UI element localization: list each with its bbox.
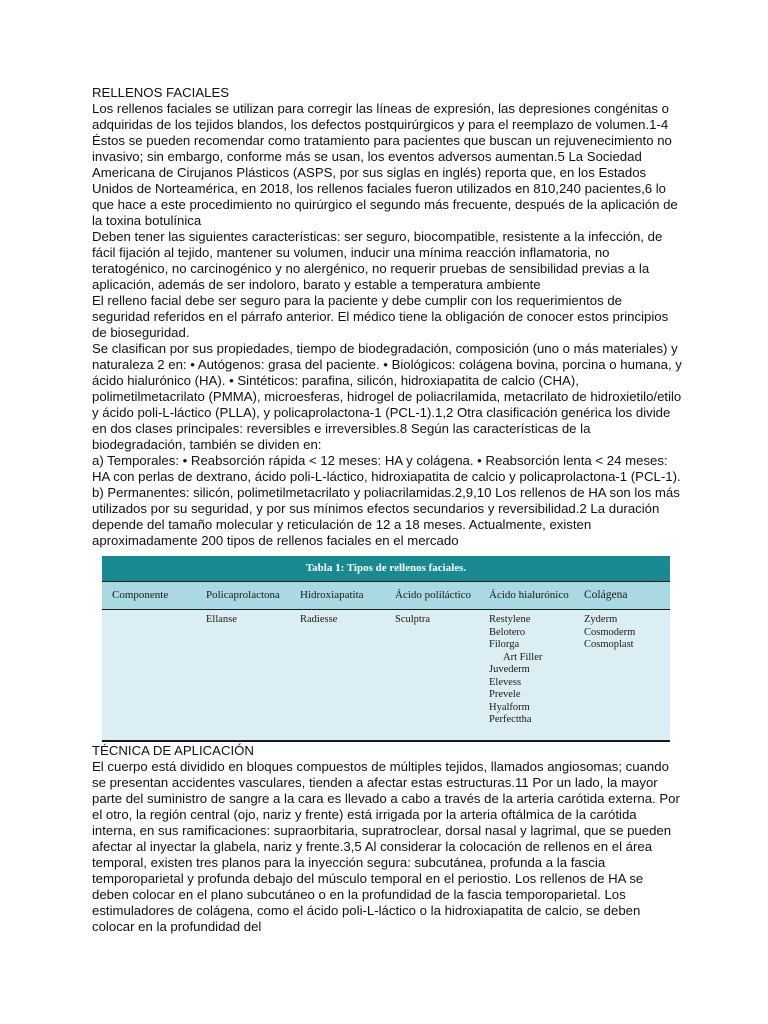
paragraph: Se clasifican por sus propiedades, tiempo de biodegradación, composición (uno o más materiales) y naturaleza 2 en: • Autógenos: grasa del paciente. • Biológicos: colágena bovina, porcina o humana, y ácido hialurónico (HA). • Sintéticos: parafina, silicón, hidroxiapatita de calcio (CHA), polimetilmetacrilato (PMMA), microesferas, hidrogel de poliacrilamida, metacrilato de hidroxietilo/etilo y ácido poli-L-láctico (PLLA), y policaprolactona-1 (PCL-1).1,2 Otra clasificación genérica los divide en dos clases principales: reversibles e irreversibles.8 Según las características de la biodegradación, también se dividen en: <box>92 341 682 452</box>
table-cell: Ellanse <box>206 614 237 625</box>
table-cell: Art Filler <box>503 651 543 663</box>
table-header-cell: Policaprolactona <box>206 589 280 601</box>
table-cell: Juvederm <box>489 664 530 675</box>
table-column-hidroxiapatita <box>300 614 337 627</box>
table-cell: Belotero <box>489 626 526 638</box>
table-column-acido-polilactico <box>395 614 430 627</box>
table-cell: Radiesse <box>300 614 338 625</box>
table-cell: Filorga <box>489 639 520 650</box>
table-header-cell: Colágena <box>584 589 628 601</box>
table-column-policaprolactona <box>206 614 237 627</box>
table-cell: Restylene <box>489 614 531 625</box>
paragraph: Los rellenos faciales se utilizan para corregir las líneas de expresión, las depresiones congénitas o adquiridas de los tejidos blandos, los defectos postquirúrgicos y para el reemplazo de volumen.1-4 Éstos se pueden recomendar como tratamiento para pacientes que buscan un rejuvenecimiento no invasivo; sin embargo, conforme más se usan, los eventos adversos aumentan.5 La Sociedad Americana de Cirujanos Plásticos (ASPS, por sus siglas en inglés) reporta que, en los Estados Unidos de Norteamérica, en 2018, los rellenos faciales fueron utilizados en 810,240 pacientes,6 lo que hace a este procedimiento no quirúrgico el segundo más frecuente, después de la aplicación de la toxina botulínica <box>92 101 678 228</box>
table-cell: Hyalform <box>489 701 530 713</box>
table-column-acido-hialuronico <box>489 614 542 727</box>
paragraph: El relleno facial debe ser seguro para la paciente y debe cumplir con los requerimientos de seguridad referidos en el párrafo anterior. El médico tiene la obligación de conocer estos principios de bioseguridad. <box>92 293 669 340</box>
table-column-colagena <box>584 614 635 652</box>
table-header-cell: Ácido hialurónico <box>489 589 569 601</box>
paragraph: Deben tener las siguientes características: ser seguro, biocompatible, resistente a la infección, de fácil fijación al tejido, mantener su volumen, inducir una mínima reacción inflamatoria, no teratogénico, no carcinogénico y no alergénico, no requerir pruebas de sensibilidad previas a la aplicación, además de ser indoloro, barato y estable a temperatura ambiente <box>92 229 663 292</box>
paragraph: a) Temporales: • Reabsorción rápida < 12 meses: HA y colágena. • Reabsorción lenta < 24 meses: HA con perlas de dextrano, ácido poli-L-láctico, hidroxiapatita de calcio y policaprolactona-1 (PCL-1). b) Permanentes: silicón, polimetilmetacrilato y poliacrilamidas.2,9,10 Los rellenos de HA son los más utilizados por su seguridad, y por sus mínimos efectos secundarios y reversibilidad.2 La duración depende del tamaño molecular y reticulación de 12 a 18 meses. Actualmente, existen aproximadamente 200 tipos de rellenos faciales en el mercado <box>92 453 681 548</box>
table-cell: Perfecttha <box>489 714 532 725</box>
table-cell: Prevele <box>489 689 521 700</box>
table-header-cell: Ácido poliláctico <box>395 589 472 601</box>
table-header-row <box>102 581 670 610</box>
table-cell: Elevess <box>489 676 522 688</box>
table-header-cell: Hidroxiapatita <box>300 589 364 601</box>
section-heading: TÉCNICA DE APLICACIÓN <box>92 743 254 758</box>
section-heading: RELLENOS FACIALES <box>92 85 230 100</box>
document-body-continued <box>92 743 682 935</box>
document-body <box>92 85 682 549</box>
paragraph: El cuerpo está dividido en bloques compuestos de múltiples tejidos, llamados angiosomas; cuando se presentan accidentes vasculares, tienden a afectar estas estructuras.11 Por un lado, la mayor parte del suministro de sangre a la cara es llevado a cabo a través de la arteria carótida externa. Por el otro, la región central (ojo, nariz y frente) está irrigada por la arteria oftálmica de la carótida interna, en sus ramificaciones: supraorbitaria, supratroclear, dorsal nasal y lagrimal, que se pueden afectar al inyectar la glabela, nariz y frente.3,5 Al considerar la colocación de rellenos en el área temporal, existen tres planos para la inyección segura: subcutánea, profunda a la fascia temporoparietal y profunda debajo del músculo temporal en el periostio. Los rellenos de HA se deben colocar en el plano subcutáneo o en la profundidad de la fascia temporoparietal. Los estimuladores de colágena, como el ácido poli-L-láctico o la hidroxiapatita de calcio, se deben colocar en la profundidad del <box>92 759 680 934</box>
table-cell: Zyderm <box>584 614 618 625</box>
table-cell: Sculptra <box>395 614 430 625</box>
table-title: Tabla 1: Tipos de rellenos faciales. <box>102 556 670 581</box>
table-figure <box>102 556 670 742</box>
table-cell: Cosmoderm <box>584 626 636 638</box>
table-cell: Cosmoplast <box>584 639 634 650</box>
table-header-cell: Componente <box>112 589 169 601</box>
